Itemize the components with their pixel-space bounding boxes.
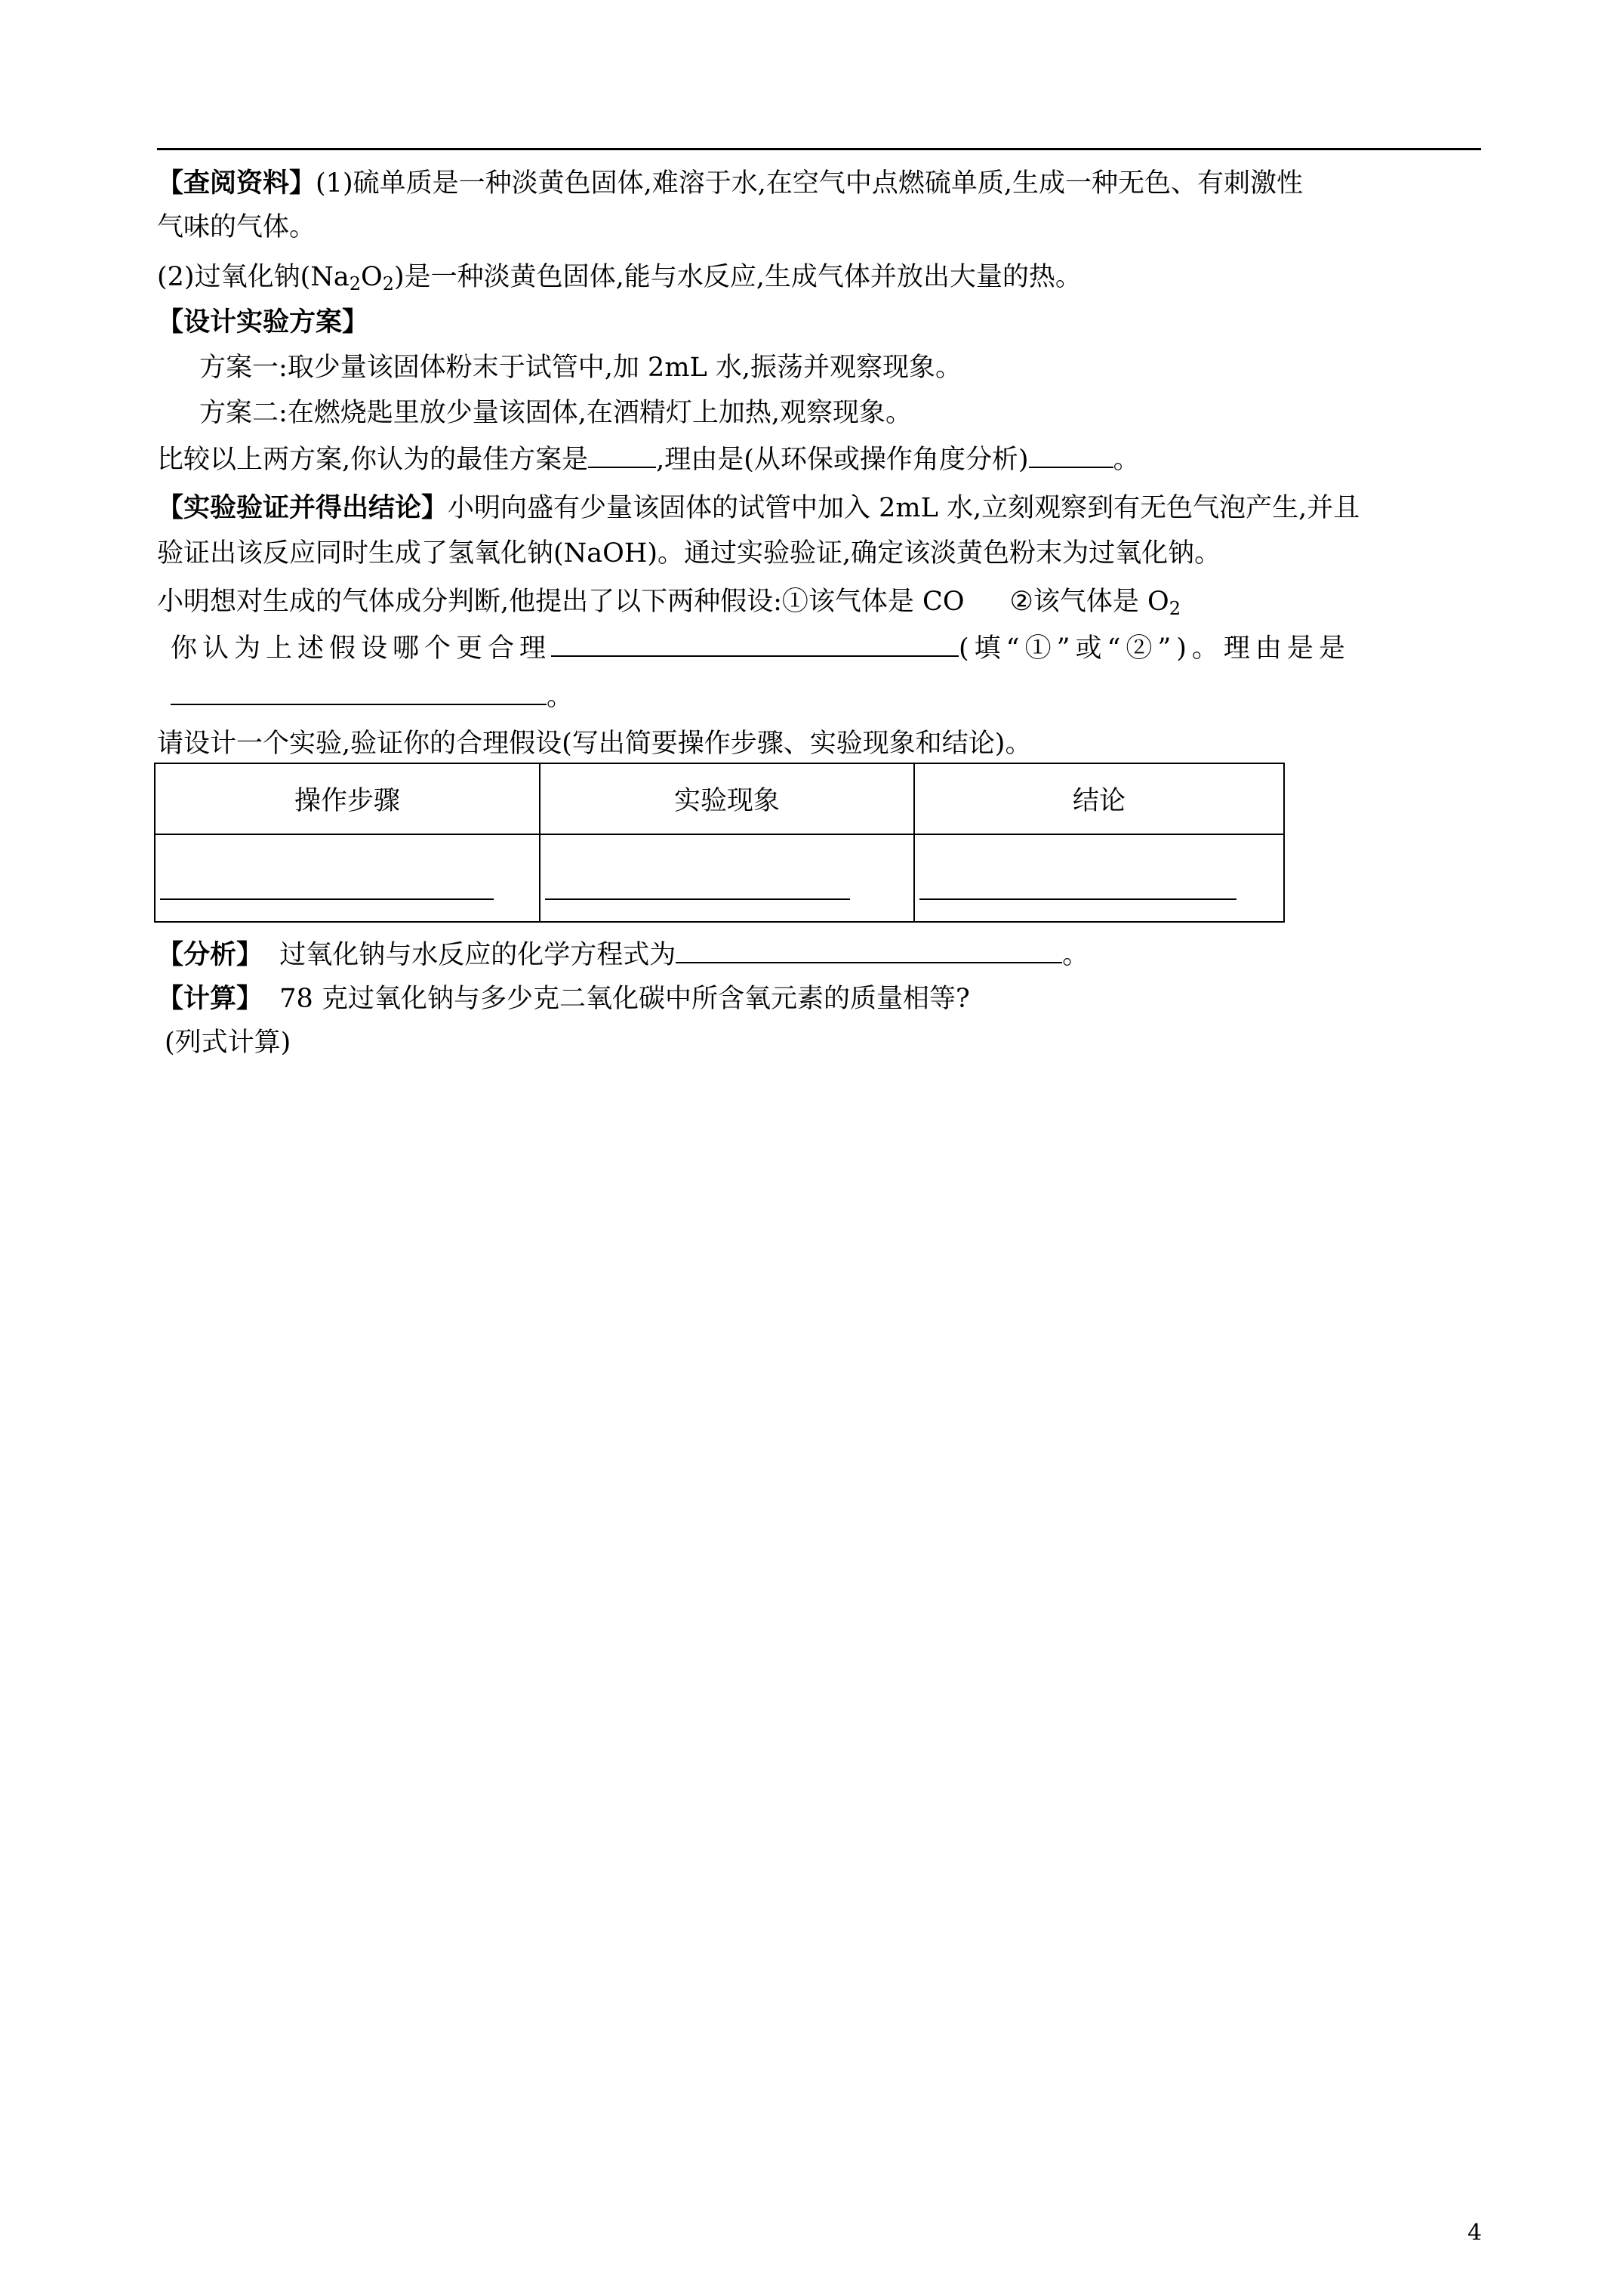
verify-text1: 小明向盛有少量该固体的试管中加入 2mL 水,立刻观察到有无色气泡产生,并且	[448, 493, 1360, 523]
hypothesis-two: ②该气体是 O	[1009, 587, 1169, 617]
hypothesis-one: 小明想对生成的气体成分判断,他提出了以下两种假设:①该气体是 CO	[157, 587, 965, 617]
compare-line	[157, 441, 1140, 479]
hypothesis-line	[157, 583, 1181, 627]
page-number: 4	[1467, 2220, 1483, 2246]
reason-line	[171, 678, 573, 716]
hypothesis-answer-blank[interactable]	[551, 630, 959, 657]
calc-heading: 【计算】	[157, 983, 263, 1014]
item2-pre: (2)过氧化钠(	[157, 262, 311, 292]
question-pre: 你认为上述假设哪个更合理	[171, 633, 552, 664]
verify-line1	[157, 489, 1360, 527]
compare-pre: 比较以上两方案,你认为的最佳方案是	[157, 445, 589, 475]
lookup-heading: 【查阅资料】	[157, 168, 316, 199]
analysis-end: 。	[1062, 940, 1089, 970]
formula-o: O	[361, 262, 383, 292]
verify-line2: 验证出该反应同时生成了氢氧化钠(NaOH)。通过实验验证,确定该淡黄色粉末为过氧化钠。	[157, 538, 1221, 569]
compare-end: 。	[1113, 445, 1140, 475]
item2-post: )是一种淡黄色固体,能与水反应,生成气体并放出大量的热。	[394, 262, 1082, 292]
header-steps: 操作步骤	[155, 763, 540, 834]
conclusion-blank[interactable]	[919, 898, 1236, 900]
analysis-line	[157, 936, 1089, 974]
phenomena-blank[interactable]	[545, 898, 850, 900]
table-row	[155, 834, 1284, 922]
calc-text: 78 克过氧化钠与多少克二氧化碳中所含氧元素的质量相等?	[279, 984, 970, 1014]
lookup-item1-text: (1)硫单质是一种淡黄色固体,难溶于水,在空气中点燃硫单质,生成一种无色、有刺激性	[316, 168, 1303, 199]
formula-sub2: 2	[382, 273, 394, 294]
header-rule	[157, 148, 1481, 150]
compare-mid: ,理由是(从环保或操作角度分析)	[656, 445, 1029, 475]
design-prompt: 请设计一个实验,验证你的合理假设(写出简要操作步骤、实验现象和结论)。	[157, 729, 1032, 759]
plan-two: 方案二:在燃烧匙里放少量该固体,在酒精灯上加热,观察现象。	[199, 398, 913, 428]
equation-blank[interactable]	[676, 936, 1062, 963]
formula-sub1: 2	[349, 273, 362, 294]
question-fill: (填“①”或“②”)。理由是是	[959, 633, 1350, 664]
table-header-row	[155, 763, 1284, 834]
best-plan-blank[interactable]	[588, 441, 656, 468]
lookup-item2	[157, 258, 1082, 303]
question-line	[171, 630, 1350, 667]
hypothesis-two-sub: 2	[1169, 598, 1181, 619]
conclusion-cell[interactable]	[914, 834, 1284, 922]
steps-blank[interactable]	[160, 898, 494, 900]
reason-blank[interactable]	[1029, 441, 1113, 468]
plan-one: 方案一:取少量该固体粉末于试管中,加 2mL 水,振荡并观察现象。	[199, 353, 962, 383]
verify-heading: 【实验验证并得出结论】	[157, 492, 448, 523]
header-phenomena: 实验现象	[540, 763, 914, 834]
header-conclusion: 结论	[914, 763, 1284, 834]
experiment-table	[154, 763, 1285, 923]
phenomena-cell[interactable]	[540, 834, 914, 922]
analysis-text: 过氧化钠与水反应的化学方程式为	[279, 940, 676, 970]
calc-note: (列式计算)	[165, 1028, 291, 1058]
steps-cell[interactable]	[155, 834, 540, 922]
lookup-item1-line2: 气味的气体。	[157, 212, 316, 242]
reason-answer-blank[interactable]	[171, 678, 547, 705]
formula-na: Na	[310, 262, 350, 292]
calc-line	[157, 980, 970, 1018]
design-heading: 【设计实验方案】	[157, 307, 369, 337]
reason-end: 。	[547, 682, 574, 712]
analysis-heading: 【分析】	[157, 939, 263, 970]
lookup-item1-line1	[157, 165, 1303, 202]
